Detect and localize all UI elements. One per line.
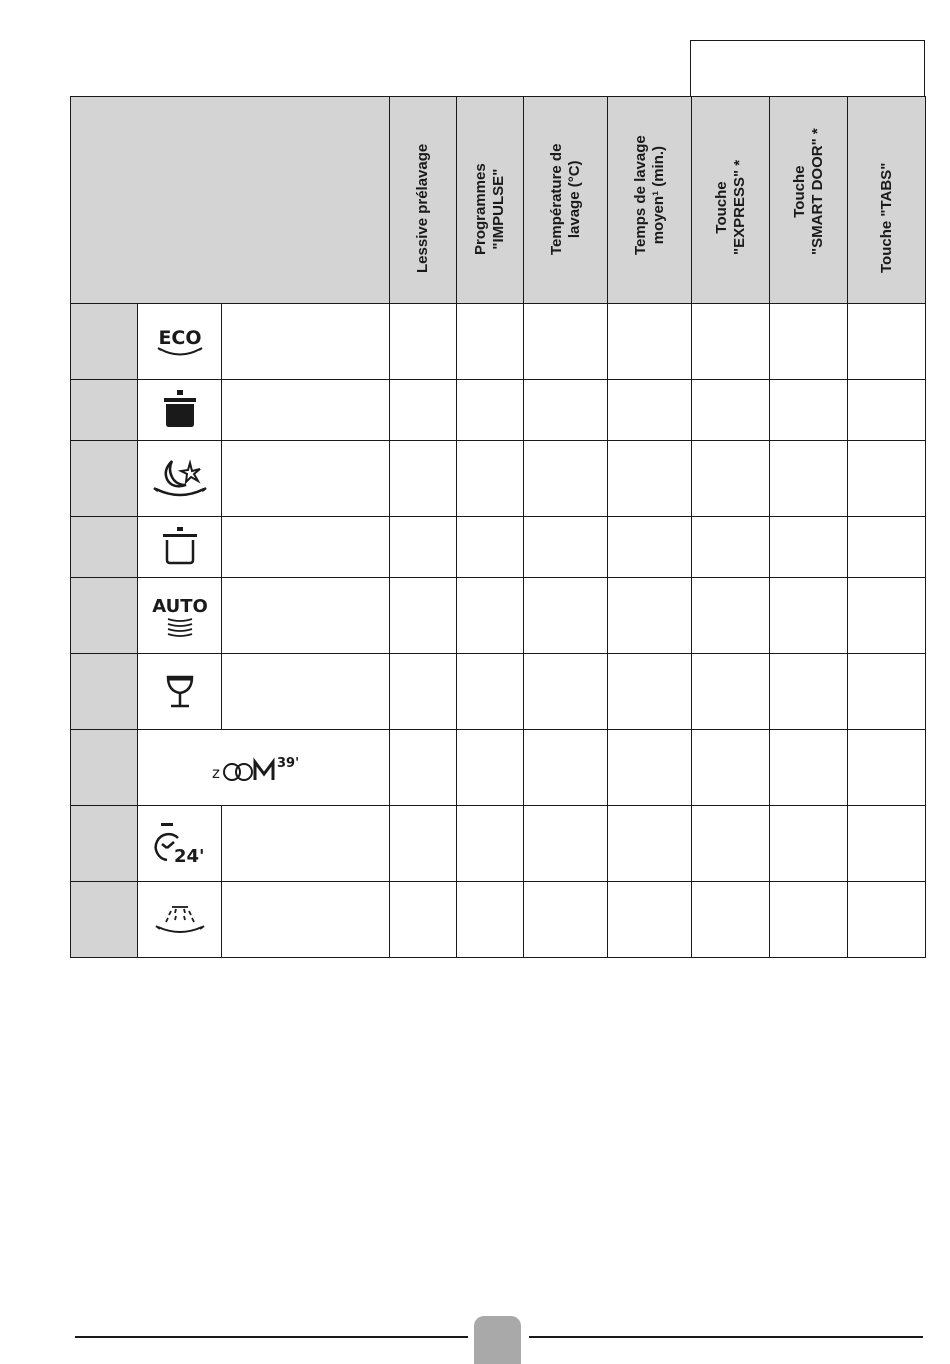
header-temperature: Température de lavage (°C) [524, 97, 608, 304]
header-smart-door: Touche "SMART DOOR" * [770, 97, 848, 304]
table-row [71, 654, 926, 730]
header-express: Touche "EXPRESS" * [692, 97, 770, 304]
program-name-cell [222, 578, 390, 654]
svg-text:ECO: ECO [157, 326, 202, 349]
row-number [71, 517, 138, 578]
header-prewash-detergent: Lessive prélavage [390, 97, 457, 304]
header-tabs: Touche "TABS" [848, 97, 926, 304]
table-row [71, 578, 926, 654]
header-wash-time: Temps de lavage moyen¹ (min.) [608, 97, 692, 304]
table-row [71, 441, 926, 517]
program-name-cell [222, 882, 390, 958]
row-number [71, 882, 138, 958]
program-name-cell [222, 304, 390, 380]
row-number [71, 578, 138, 654]
footer-rule-left [75, 1336, 468, 1338]
program-name-cell [222, 806, 390, 882]
eco-icon [138, 304, 222, 380]
svg-text:24': 24' [173, 845, 205, 867]
top-header-box [690, 40, 925, 96]
row-number [71, 654, 138, 730]
row-number [71, 441, 138, 517]
table-row [71, 882, 926, 958]
row-number [71, 380, 138, 441]
table-row [71, 304, 926, 380]
header-blank [71, 97, 390, 304]
table-row [71, 517, 926, 578]
table-header-row [71, 97, 926, 304]
footer-rule-right [529, 1336, 923, 1338]
program-name-cell [222, 654, 390, 730]
auto-icon [138, 578, 222, 654]
table-row [71, 730, 926, 806]
svg-text:39': 39' [276, 755, 299, 771]
program-name-cell [222, 517, 390, 578]
heavy-pot-icon [138, 380, 222, 441]
zoom-icon [138, 730, 390, 806]
timer-icon [138, 806, 222, 882]
table-row [71, 380, 926, 441]
svg-text:AUTO: AUTO [151, 595, 208, 617]
rinse-icon [138, 882, 222, 958]
night-icon [138, 441, 222, 517]
program-name-cell [222, 441, 390, 517]
glass-icon [138, 654, 222, 730]
row-number [71, 806, 138, 882]
program-table [70, 96, 926, 958]
svg-text:z: z [211, 763, 220, 782]
table-row [71, 806, 926, 882]
header-impulse: Programmes "IMPULSE" [457, 97, 524, 304]
program-name-cell [222, 380, 390, 441]
page-number-tab [474, 1316, 521, 1364]
row-number [71, 304, 138, 380]
row-number [71, 730, 138, 806]
pot-outline-icon [138, 517, 222, 578]
